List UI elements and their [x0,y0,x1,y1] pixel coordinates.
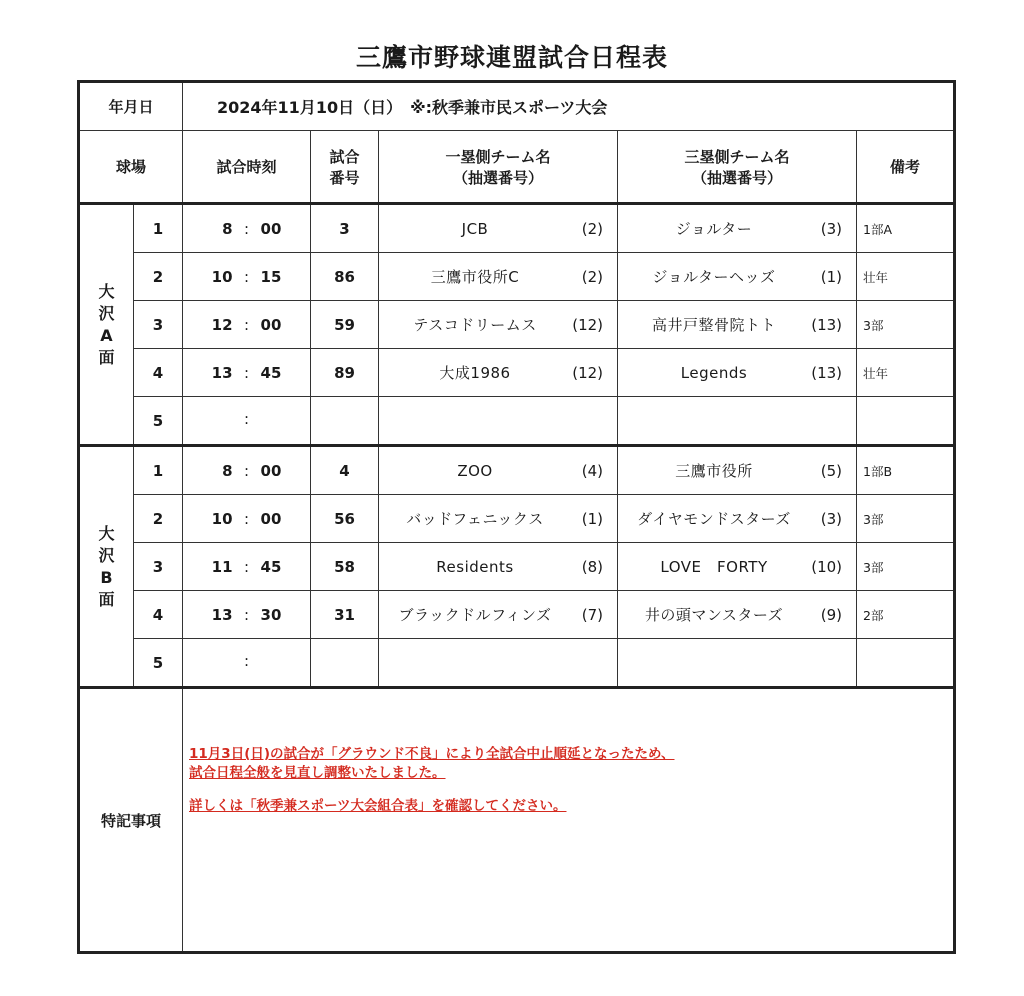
match-number: 58 [311,543,379,591]
third-base-team-name: 三鷹市役所 [675,462,753,480]
game-time [183,349,311,397]
first-base-lot-number: (2) [581,219,604,238]
schedule-table [77,80,956,954]
first-base-team [379,253,618,301]
time-separator: : [243,409,250,428]
game-remarks: 壮年 [857,349,955,397]
game-order: 3 [134,543,183,591]
special-note-line-3: 詳しくは「秋季兼スポーツ大会組合表」を確認してください。 [189,798,567,814]
game-row [79,495,955,543]
header-row [79,131,955,204]
third-base-lot-number: (13) [811,363,843,382]
header-venue: 球場 [79,131,183,204]
game-order: 3 [134,301,183,349]
special-notes-body [183,688,955,953]
game-time [183,591,311,639]
time-hour: 13 [211,363,233,382]
first-base-team [379,204,618,253]
time-separator: : [243,363,250,382]
game-time [183,543,311,591]
first-base-team [379,349,618,397]
first-base-lot-number: (4) [581,461,604,480]
game-order: 4 [134,591,183,639]
game-remarks: 1部B [857,446,955,495]
third-base-team-name: ジョルターヘッズ [652,268,776,286]
third-base-team-name: 井の頭マンスターズ [644,606,784,624]
special-notes-row [79,688,955,953]
time-minute: 45 [260,363,282,382]
first-base-team-name: JCB [461,219,489,238]
third-base-team-name: LOVE FORTY [660,558,768,576]
third-base-team [618,349,857,397]
time-minute: 15 [260,267,282,286]
game-remarks: 2部 [857,591,955,639]
time-hour: 12 [211,315,233,334]
third-base-team [618,301,857,349]
first-base-team [379,591,618,639]
game-row [79,543,955,591]
third-base-team-name: ジョルター [675,220,753,238]
third-base-team [618,543,857,591]
first-base-team [379,301,618,349]
first-base-team-name: バッドフェニックス [406,510,544,528]
third-base-team [618,495,857,543]
game-row [79,253,955,301]
game-remarks: 3部 [857,495,955,543]
time-hour: 8 [222,461,233,480]
third-base-team-name: Legends [680,363,748,382]
header-third-base [618,131,857,204]
page-title: 三鷹市野球連盟試合日程表 [355,43,668,72]
game-order: 5 [134,397,183,446]
first-base-team-name: 三鷹市役所C [430,268,520,286]
time-hour: 10 [211,509,233,528]
third-base-lot-number: (9) [820,605,843,624]
first-base-team-name: ブラックドルフィンズ [398,606,552,624]
match-number: 3 [311,204,379,253]
third-base-team [618,591,857,639]
time-hour: 8 [222,219,233,238]
venue-name [79,204,134,446]
game-order: 1 [134,446,183,495]
header-first-base-line2: （抽選番号） [453,168,544,187]
match-number: 59 [311,301,379,349]
special-note-line-1: 11月3日(日)の試合が「グラウンド不良」により全試合中止順延となったため、 [189,746,675,762]
game-time [183,253,311,301]
time-separator: : [243,267,250,286]
header-match-no-line2: 番号 [329,168,360,187]
game-row [79,446,955,495]
first-base-team-name: ZOO [457,461,493,480]
first-base-lot-number: (7) [581,605,604,624]
game-order: 1 [134,204,183,253]
game-remarks [857,397,955,446]
special-note-line-2: 試合日程全般を見直し調整いたしました。 [189,765,446,781]
spacer [189,783,953,797]
third-base-lot-number: (3) [820,219,843,238]
first-base-team [379,495,618,543]
first-base-lot-number: (12) [572,363,604,382]
game-order: 2 [134,253,183,301]
third-base-team [618,446,857,495]
time-minute: 00 [260,509,282,528]
game-row [79,591,955,639]
date-row [79,82,955,131]
time-minute: 00 [260,219,282,238]
third-base-lot-number: (13) [811,315,843,334]
first-base-team [379,446,618,495]
match-number [311,397,379,446]
game-row [79,397,955,446]
first-base-lot-number: (12) [572,315,604,334]
time-minute [261,410,297,428]
header-first-base [379,131,618,204]
first-base-team-name: 大成1986 [439,364,511,382]
time-separator: : [243,557,250,576]
time-separator: : [243,651,250,670]
third-base-lot-number: (3) [820,509,843,528]
first-base-team [379,639,618,688]
game-remarks [857,639,955,688]
game-order: 5 [134,639,183,688]
match-number [311,639,379,688]
first-base-team [379,543,618,591]
first-base-lot-number: (8) [581,557,604,576]
first-base-team-name: Residents [436,557,514,576]
game-row [79,639,955,688]
first-base-lot-number: (1) [581,509,604,528]
time-minute: 00 [260,461,282,480]
time-hour: 11 [211,557,233,576]
time-minute [261,652,297,670]
venue-name-text: 大沢A面 [98,281,115,367]
special-notes-label: 特記事項 [79,688,183,953]
third-base-team-name: ダイヤモンドスターズ [637,510,791,528]
first-base-team-name: テスコドリームス [413,316,537,334]
time-separator: : [243,219,250,238]
match-number: 4 [311,446,379,495]
time-minute: 45 [260,557,282,576]
game-time [183,301,311,349]
date-value: 2024年11月10日（日） ※:秋季兼市民スポーツ大会 [183,82,955,131]
time-separator: : [243,461,250,480]
third-base-team [618,397,857,446]
third-base-team-name: 高井戸整骨院トト [652,316,777,334]
header-match-no [311,131,379,204]
venue-name-text: 大沢B面 [98,523,115,609]
game-order: 2 [134,495,183,543]
time-separator: : [243,605,250,624]
header-time: 試合時刻 [183,131,311,204]
time-minute: 00 [260,315,282,334]
match-number: 89 [311,349,379,397]
game-time [183,446,311,495]
first-base-lot-number: (2) [581,267,604,286]
third-base-lot-number: (1) [820,267,843,286]
header-match-no-line1: 試合 [329,147,360,166]
time-separator: : [243,315,250,334]
match-number: 56 [311,495,379,543]
game-row [79,301,955,349]
time-hour [197,410,233,428]
date-label: 年月日 [79,82,183,131]
time-minute: 30 [260,605,282,624]
game-time [183,639,311,688]
game-remarks: 壮年 [857,253,955,301]
time-separator: : [243,509,250,528]
first-base-team [379,397,618,446]
third-base-team [618,639,857,688]
game-time [183,204,311,253]
game-remarks: 3部 [857,543,955,591]
game-remarks: 3部 [857,301,955,349]
time-hour: 10 [211,267,233,286]
match-number: 86 [311,253,379,301]
game-order: 4 [134,349,183,397]
game-remarks: 1部A [857,204,955,253]
header-first-base-line1: 一塁側チーム名 [445,147,551,166]
game-time [183,397,311,446]
third-base-lot-number: (10) [811,557,843,576]
third-base-lot-number: (5) [820,461,843,480]
game-time [183,495,311,543]
time-hour: 13 [211,605,233,624]
header-remarks: 備考 [857,131,955,204]
match-number: 31 [311,591,379,639]
time-hour [197,652,233,670]
header-third-base-line2: （抽選番号） [692,168,783,187]
game-row [79,204,955,253]
header-third-base-line1: 三塁側チーム名 [684,147,790,166]
third-base-team [618,253,857,301]
game-row [79,349,955,397]
venue-name [79,446,134,688]
third-base-team [618,204,857,253]
